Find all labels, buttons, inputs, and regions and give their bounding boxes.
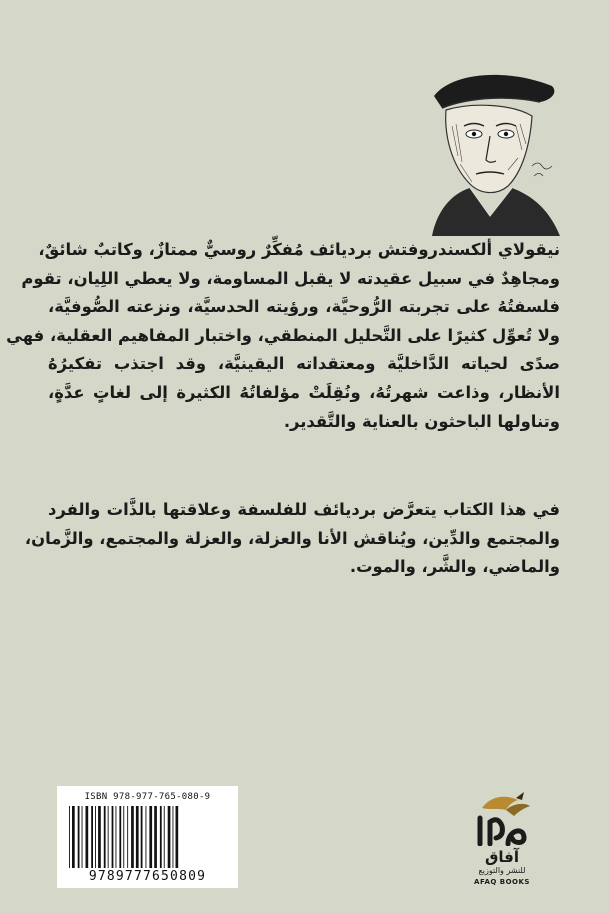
summary-line: والمجتمع والدِّين، ويُناقش الأنا والعزلة، والعزلة والمجتمع، والزَّمان،: [24, 528, 560, 548]
bio-line: وتناولها الباحثون بالعناية والتَّقدير.: [283, 411, 560, 431]
isbn-label: ISBN 978-977-765-080-9: [84, 792, 211, 802]
bio-line: ومجاهِدٌ في سبيل عقيدته لا يقبل المساومة، ولا يعطي اللِيان، تقوم: [21, 268, 560, 288]
book-summary: [24, 496, 560, 582]
summary-line: في هذا الكتاب يتعرَّض برديائف للفلسفة وعلاقتها بالذَّات والفرد: [48, 500, 560, 519]
bio-line: نيقولاي ألكسندروفتش برديائف مُفكِّرٌ روسيٌّ ممتازٌ، وكاتبٌ شائقٌ،: [38, 240, 560, 259]
bio-line: فلسفتُهُ على تجربته الرُّوحيَّة، ورؤيته الحدسيَّة، ونزعته الصُّوفيَّة،: [48, 297, 560, 317]
publisher-bird-emblem: [468, 786, 536, 846]
author-biography: [6, 236, 560, 436]
barcode-bars: [67, 806, 228, 868]
summary-line: والماضي، والشَّر، والموت.: [349, 557, 560, 577]
publisher-tagline-ar: للنشر والتوزيع: [478, 866, 526, 875]
bio-line: ولا تُعوِّل كثيرًا على التَّحليل المنطقي، واختبار المفاهيم العقلية، فهي: [6, 325, 560, 345]
bio-line: الأنظار، وذاعت شهرتُهُ، ونُقِلَتْ مؤلفاتُهُ الكثيرة إلى لغاتٍ عدَّةٍ،: [48, 382, 560, 402]
isbn-barcode: [57, 786, 238, 888]
publisher-name-en: AFAQ BOOKS: [474, 878, 530, 886]
barcode-digits: 9789777650809: [88, 869, 207, 884]
publisher-logo: [468, 786, 536, 890]
bio-line: صدًى لحياته الدَّاخليَّة ومعتقداته اليقينيَّة، وقد اجتذب تفكيرُهُ: [48, 354, 560, 374]
publisher-name-ar: آفاق: [484, 848, 519, 866]
author-portrait-illustration: [412, 66, 562, 236]
